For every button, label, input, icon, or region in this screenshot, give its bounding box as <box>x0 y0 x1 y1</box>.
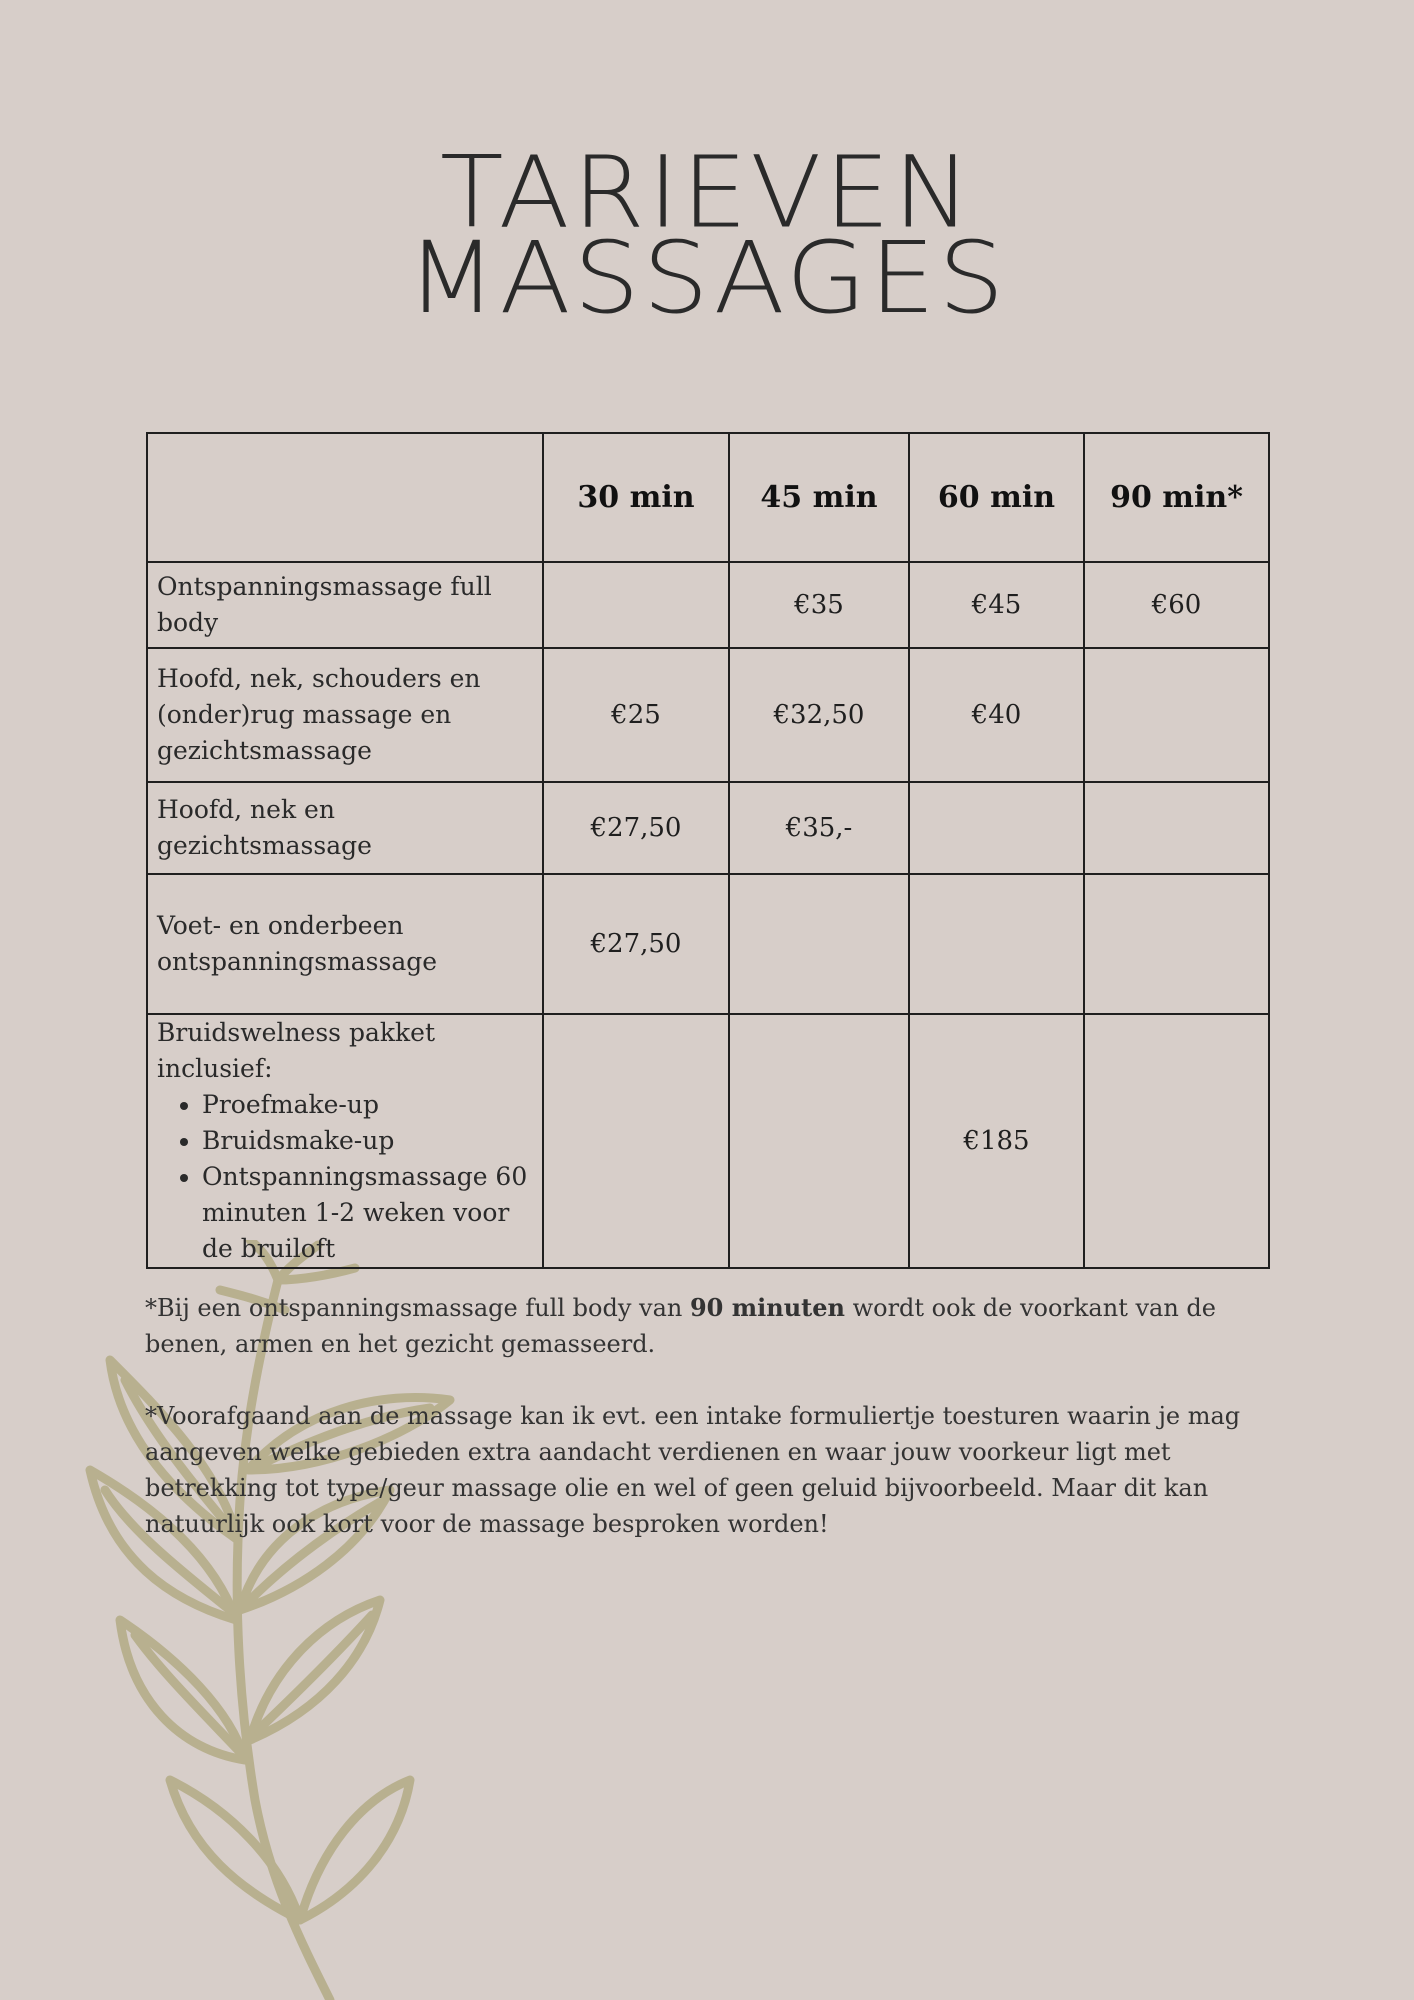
package-list <box>157 1087 533 1267</box>
list-item: • Bruidsmake-up <box>202 1123 533 1159</box>
price-cell <box>909 874 1084 1014</box>
price-cell <box>1084 782 1269 874</box>
header-90-min: 90 min* <box>1084 433 1269 562</box>
price-cell <box>1084 1014 1269 1268</box>
footnotes <box>145 1290 1275 1578</box>
price-cell: €45 <box>909 562 1084 648</box>
table-row <box>147 562 1269 648</box>
price-cell <box>543 1014 729 1268</box>
footnote-intake: *Voorafgaand aan de massage kan ik evt. een intake formuliertje toesturen waarin je mag aangeven welke gebieden extra aandacht verdienen en waar jouw voorkeur ligt met betrekking tot type/geur massage olie en wel of geen geluid bijvoorbeeld. Maar dit kan natuurlijk ook kort voor de massage besproken worden! <box>145 1402 1241 1538</box>
header-45-min: 45 min <box>729 433 909 562</box>
header-empty <box>147 433 543 562</box>
header-30-min: 30 min <box>543 433 729 562</box>
price-cell: €60 <box>1084 562 1269 648</box>
price-cell: €185 <box>909 1014 1084 1268</box>
footnote-text: *Bij een ontspanningsmassage full body van <box>145 1294 690 1322</box>
title-line-2: MASSAGES <box>406 219 1008 336</box>
package-label: Bruidswelness pakket inclusief: <box>157 1018 435 1083</box>
row-label: Voet- en onderbeen ontspanningsmassage <box>147 874 543 1014</box>
price-cell <box>1084 874 1269 1014</box>
list-item: • Ontspanningsmassage 60 minuten 1-2 weken voor de bruiloft <box>202 1159 533 1267</box>
list-item: • Proefmake-up <box>202 1087 533 1123</box>
row-label: Hoofd, nek en gezichtsmassage <box>147 782 543 874</box>
title-line-1: TARIEVEN <box>440 134 974 251</box>
footnote-bold: 90 minuten <box>689 1293 845 1322</box>
package-cell <box>147 1014 543 1268</box>
table-row <box>147 648 1269 782</box>
price-table <box>146 432 1270 1269</box>
table-header-row <box>147 433 1269 562</box>
price-cell: €27,50 <box>543 874 729 1014</box>
table-row <box>147 782 1269 874</box>
page-title <box>0 134 1414 336</box>
price-cell: €25 <box>543 648 729 782</box>
price-cell <box>543 562 729 648</box>
row-label: Hoofd, nek, schouders en (onder)rug massage en gezichtsmassage <box>147 648 543 782</box>
header-60-min: 60 min <box>909 433 1084 562</box>
price-cell <box>729 874 909 1014</box>
price-cell: €32,50 <box>729 648 909 782</box>
footnote-90-min <box>145 1290 1275 1362</box>
table-row <box>147 874 1269 1014</box>
price-cell <box>909 782 1084 874</box>
row-label: Ontspanningsmassage full body <box>147 562 543 648</box>
footnote-text: wordt ook de voorkant van de benen, armen en het gezicht gemasseerd. <box>145 1294 1216 1358</box>
price-cell: €27,50 <box>543 782 729 874</box>
price-cell <box>1084 648 1269 782</box>
price-cell: €35 <box>729 562 909 648</box>
price-cell <box>729 1014 909 1268</box>
table-row-package <box>147 1014 1269 1268</box>
price-cell: €40 <box>909 648 1084 782</box>
price-cell: €35,- <box>729 782 909 874</box>
